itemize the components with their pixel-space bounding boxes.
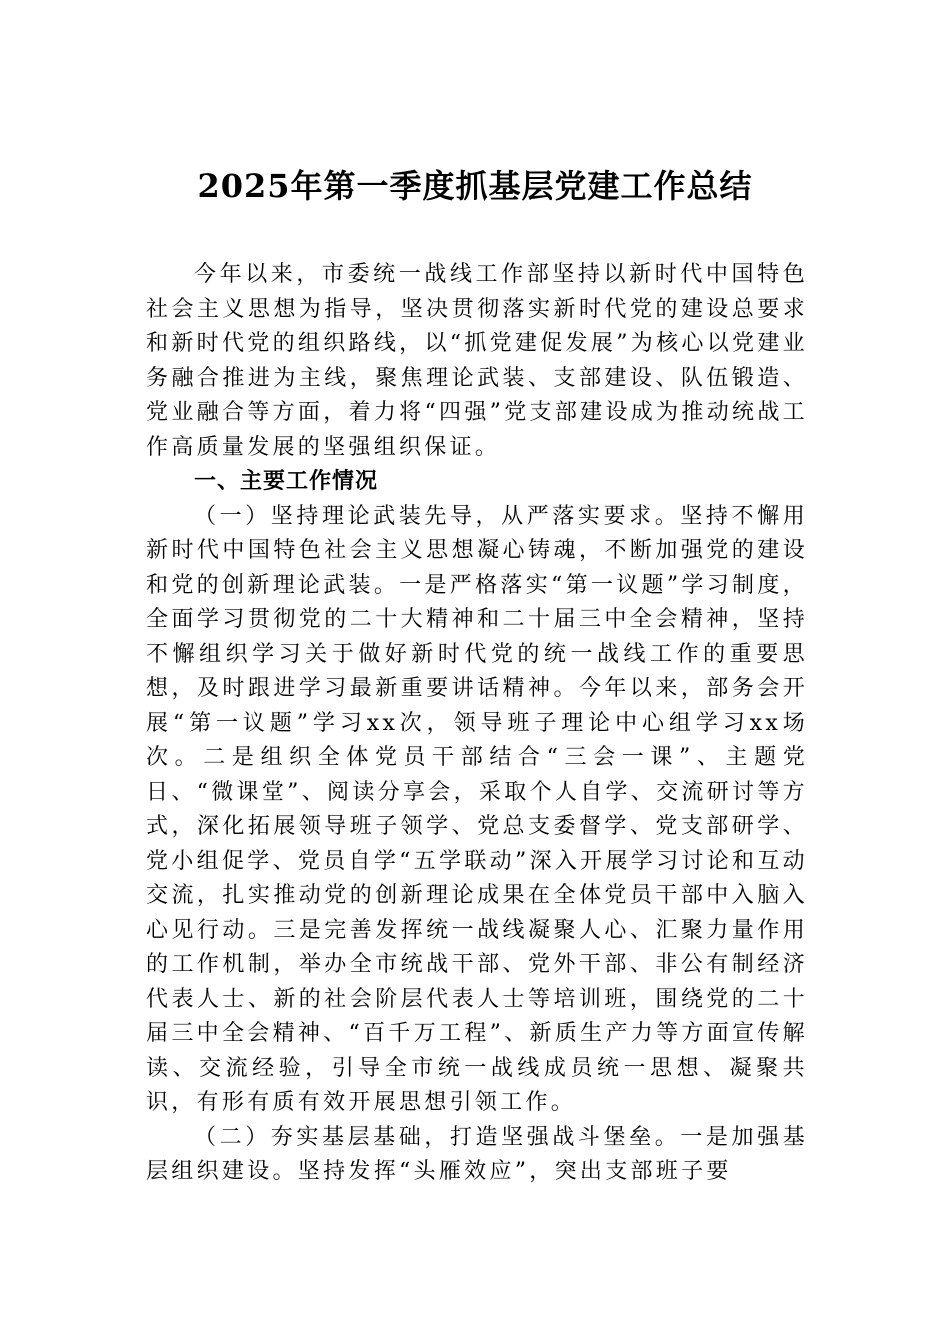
section-paragraph-1: （一）坚持理论武装先导，从严落实要求。坚持不懈用新时代中国特色社会主义思想凝心铸魂，不断加强党的建设和党的创新理论武装。一是严格落实“第一议题”学习制度，全面学习贯彻党的二十大精神和二十届三中全会精神，坚持不懈组织学习关于做好新时代党的统一战线工作的重要思想，及时跟进学习最新重要讲话精神。今年以来，部务会开展“第一议题”学习xx次，领导班子理论中心组学习xx场次。二是组织全体党员干部结合“三会一课”、主题党日、“微课堂”、阅读分享会，采取个人自学、交流研讨等方式，深化拓展领导班子领学、党总支委督学、党支部研学、党小组促学、党员自学“五学联动”深入开展学习讨论和互动交流，扎实推动党的创新理论成果在全体党员干部中入脑入心见行动。三是完善发挥统一战线凝聚人心、汇聚力量作用的工作机制，举办全市统战干部、党外干部、非公有制经济代表人士、新的社会阶层代表人士等培训班，围绕党的二十届三中全会精神、“百千万工程”、新质生产力等方面宣传解读、交流经验，引导全市统一战线成员统一思想、凝聚共识，有形有质有效开展思想引领工作。 bbox=[146, 503, 808, 1115]
section-heading: 一、主要工作情况 bbox=[194, 469, 379, 494]
document-body bbox=[146, 258, 808, 1190]
document-title: 2025年第一季度抓基层党建工作总结 bbox=[197, 167, 753, 205]
section-paragraph-2: （二）夯实基层基础，打造坚强战斗堡垒。一是加强基层组织建设。坚持发挥“头雁效应”，突出支部班子要 bbox=[146, 1124, 808, 1184]
intro-paragraph: 今年以来，市委统一战线工作部坚持以新时代中国特色社会主义思想为指导，坚决贯彻落实新时代党的建设总要求和新时代党的组织路线，以“抓党建促发展”为核心以党建业务融合推进为主线，聚焦理论武装、支部建设、队伍锻造、党业融合等方面，着力将“四强”党支部建设成为推动统战工作高质量发展的坚强组织保证。 bbox=[146, 262, 808, 460]
